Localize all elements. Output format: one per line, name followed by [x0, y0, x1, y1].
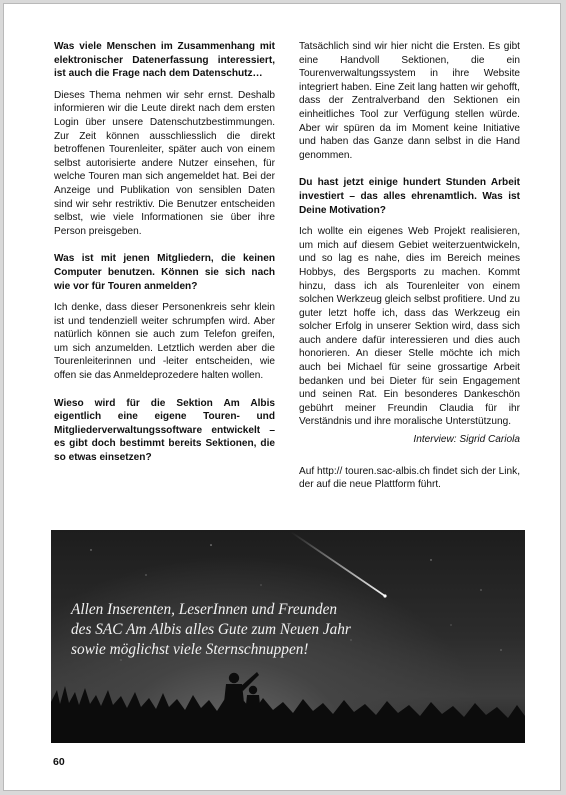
- greeting-line-1: Allen Inserenten, LeserInnen und Freunden: [71, 601, 338, 618]
- greeting-line-2: des SAC Am Albis alles Gute zum Neuen Jahr: [71, 621, 351, 638]
- answer-own-software: Tatsächlich sind wir hier nicht die Ersten. Es gibt eine Handvoll Sektionen, die ein Tourenverwaltungssystem in ihre Website integriert haben. Eine Zeit lang hatten wir gehofft, dass der Zentralverband den Sektionen ein einheitliches Tool zur Verfügung stellen würde. Aber wir spüren da im Moment keine Initiative und haben das Ganze dann selbst in die Hand genommen.: [299, 41, 520, 161]
- answer-data-protection: Dieses Thema nehmen wir sehr ernst. Deshalb informieren wir die Leute direkt nach dem ersten Login über unsere Datenschutzbestimmungen. Zur Zeit können ausschliesslich die direkt betroffenen Tourenleiter, später auch von einem selbst autorisierte andere Nutzer einsehen, für welche Touren man sich angemeldet hat. Bei der Anzeige und Publikation von sensiblen Daten sind wir sehr restriktiv. Die Benutzer entscheiden selbst, wie viele Informationen sie über ihre Person preisgeben.: [54, 89, 275, 237]
- page-number: 60: [53, 756, 65, 768]
- right-column: [299, 40, 520, 506]
- magazine-page: [3, 3, 561, 791]
- new-year-banner: [51, 530, 525, 743]
- question-data-protection: Was viele Menschen im Zusammenhang mit elektronischer Datenerfassung interessiert, ist auch die Frage nach dem Datenschutz…: [54, 41, 275, 80]
- greeting-line-3: sowie möglichst viele Sternschnuppen!: [71, 641, 309, 658]
- shooting-star-icon: [291, 532, 385, 596]
- question-own-software: Wieso wird für die Sektion Am Albis eigentlich eine eigene Touren- und Mitgliederverwaltungssoftware entwickelt – es gibt doch bestimmt bereits Sektionen, die so etwas einsetzen?: [54, 397, 275, 464]
- new-year-greeting: [71, 600, 511, 660]
- question-motivation: Du hast jetzt einige hundert Stunden Arbeit investiert – das alles ehrenamtlich. Was ist Deine Motivation?: [299, 177, 520, 216]
- question-no-computer: Was ist mit jenen Mitgliedern, die keinen Computer benutzen. Können sie sich nach wie vor für Touren anmelden?: [54, 253, 275, 292]
- platform-link-text[interactable]: Auf http:// touren.sac-albis.ch findet sich der Link, der auf die neue Plattform führt.: [299, 465, 520, 491]
- answer-motivation: Ich wollte ein eigenes Web Projekt realisieren, um mich auf diesem Gebiet weiterzuentwickeln, und so lag es nahe, dies im Bereich meines Hobbys, des Bergsports zu machen. Kommt hinzu, dass ich als Tourenleiter von einem solchen Werkzeug gleich selbst profitiere. Und zu guter letzt hoffe ich, dass das Werkzeug ein solcher Erfolg in unserer Sektion wird, dass sich auch andere dafür interessieren und dies auch honorieren. An dieser Stelle möchte ich mich auch bei Michael für seine grossartige Arbeit bedanken und bei Dieter für sein Engagement und seinen Rat. Ein besonderes Dankeschön gebührt meiner Freundin Claudia für ihr Verständnis und ihre moralische Unterstützung.: [299, 226, 520, 428]
- answer-no-computer: Ich denke, dass dieser Personenkreis sehr klein ist und tendenziell weiter schrumpfen wird. Aber natürlich können sie auch zum Telefon greifen, um sich anzumelden. Letztlich werden aber die Tourenleiterinnen und -leiter entscheiden, wie offen sie das Anmeldeprozedere halten wollen.: [54, 302, 275, 382]
- left-column: [54, 40, 275, 473]
- people-silhouette-icon: [223, 672, 261, 714]
- grass-silhouette: [51, 686, 525, 743]
- interview-credit: Interview: Sigrid Cariola: [413, 434, 520, 446]
